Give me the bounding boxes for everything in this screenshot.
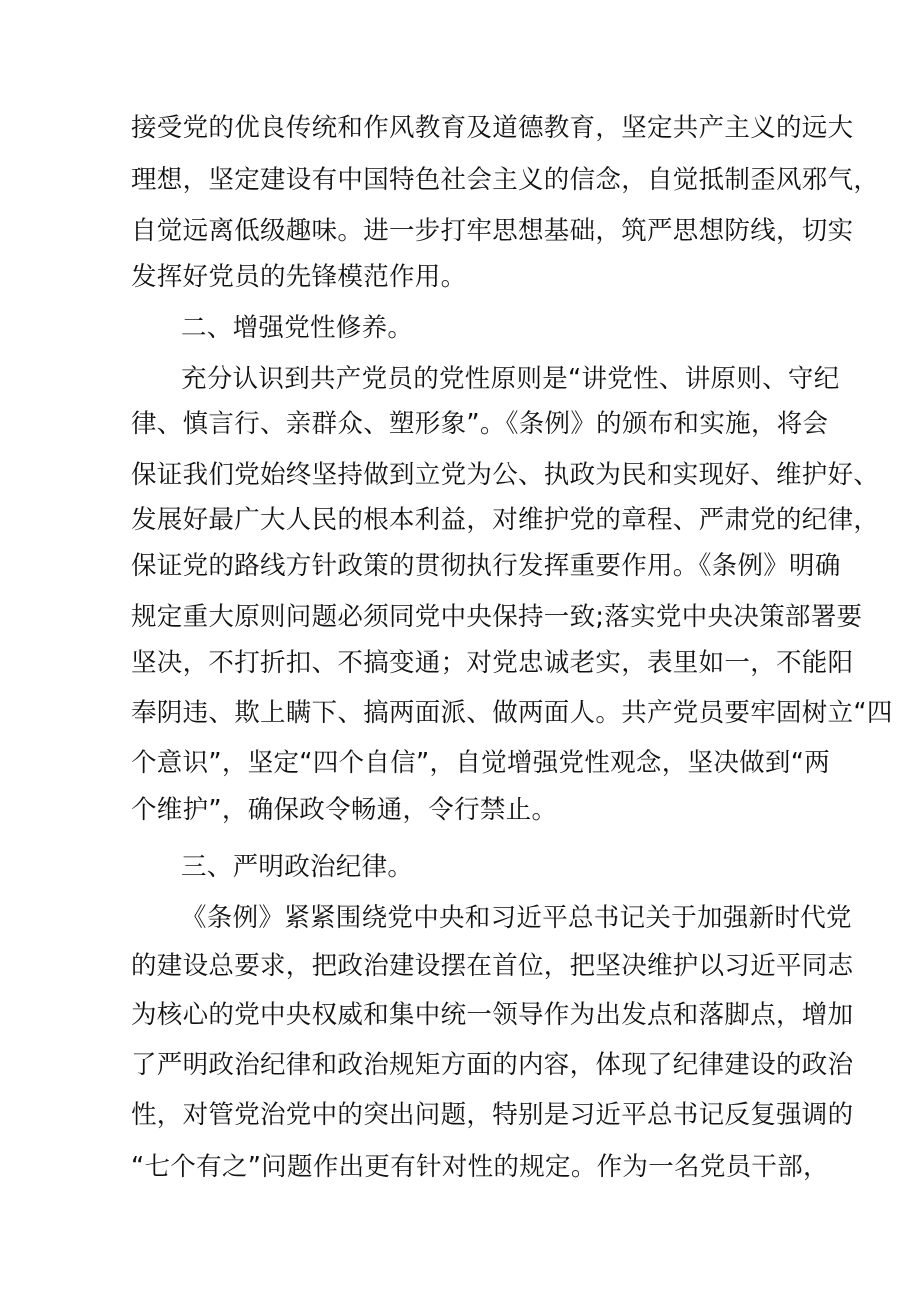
text-line: 《条例》紧紧围绕党中央和习近平总书记关于加强新时代党 [181, 903, 852, 933]
text-line: 发挥好党员的先锋模范作用。 [131, 262, 467, 292]
text-line: 自觉远离低级趣味。进一步打牢思想基础，筑严思想防线，切实 [131, 216, 854, 246]
text-line: 个意识”，坚定“四个自信”，自觉增强党性观念，坚决做到“两 [131, 748, 831, 778]
text-line: 规定重大原则问题必须同党中央保持一致;落实党中央决策部署要 [131, 602, 863, 632]
text-line: 性，对管党治党中的突出问题，特别是习近平总书记反复强调的 [131, 1100, 854, 1130]
text-line: 保证党的路线方针政策的贯彻执行发挥重要作用。《条例》明确 [131, 551, 841, 581]
text-line: 坚决，不打折扣、不搞变通；对党忠诚老实，表里如一，不能阳 [131, 648, 854, 678]
text-line: 奉阴违、欺上瞒下、搞两面派、做两面人。共产党员要牢固树立“四 [131, 698, 893, 728]
text-line: 接受党的优良传统和作风教育及道德教育，坚定共产主义的远大 [131, 113, 854, 143]
text-line: 理想，坚定建设有中国特色社会主义的信念，自觉抵制歪风邪气， [131, 165, 880, 195]
section-heading: 三、严明政治纪律。 [181, 852, 414, 882]
text-line: 的建设总要求，把政治建设摆在首位，把坚决维护以习近平同志 [131, 951, 854, 981]
text-line: 了严明政治纪律和政治规矩方面的内容，体现了纪律建设的政治 [131, 1050, 854, 1080]
text-line: 个维护”，确保政令畅通，令行禁止。 [131, 795, 558, 825]
text-line: “七个有之”问题作出更有针对性的规定。作为一名党员干部， [131, 1152, 829, 1182]
text-line: 充分认识到共产党员的党性原则是“讲党性、讲原则、守纪 [181, 364, 840, 394]
section-heading: 二、增强党性修养。 [181, 313, 414, 343]
text-line: 律、慎言行、亲群众、塑形象”。《条例》的颁布和实施，将会 [131, 409, 829, 439]
text-line: 发展好最广大人民的根本利益，对维护党的章程、严肃党的纪律， [131, 505, 880, 535]
text-line: 为核心的党中央权威和集中统一领导作为出发点和落脚点，增加 [131, 1000, 854, 1030]
text-line: 保证我们党始终坚持做到立党为公、执政为民和实现好、维护好、 [131, 460, 880, 490]
